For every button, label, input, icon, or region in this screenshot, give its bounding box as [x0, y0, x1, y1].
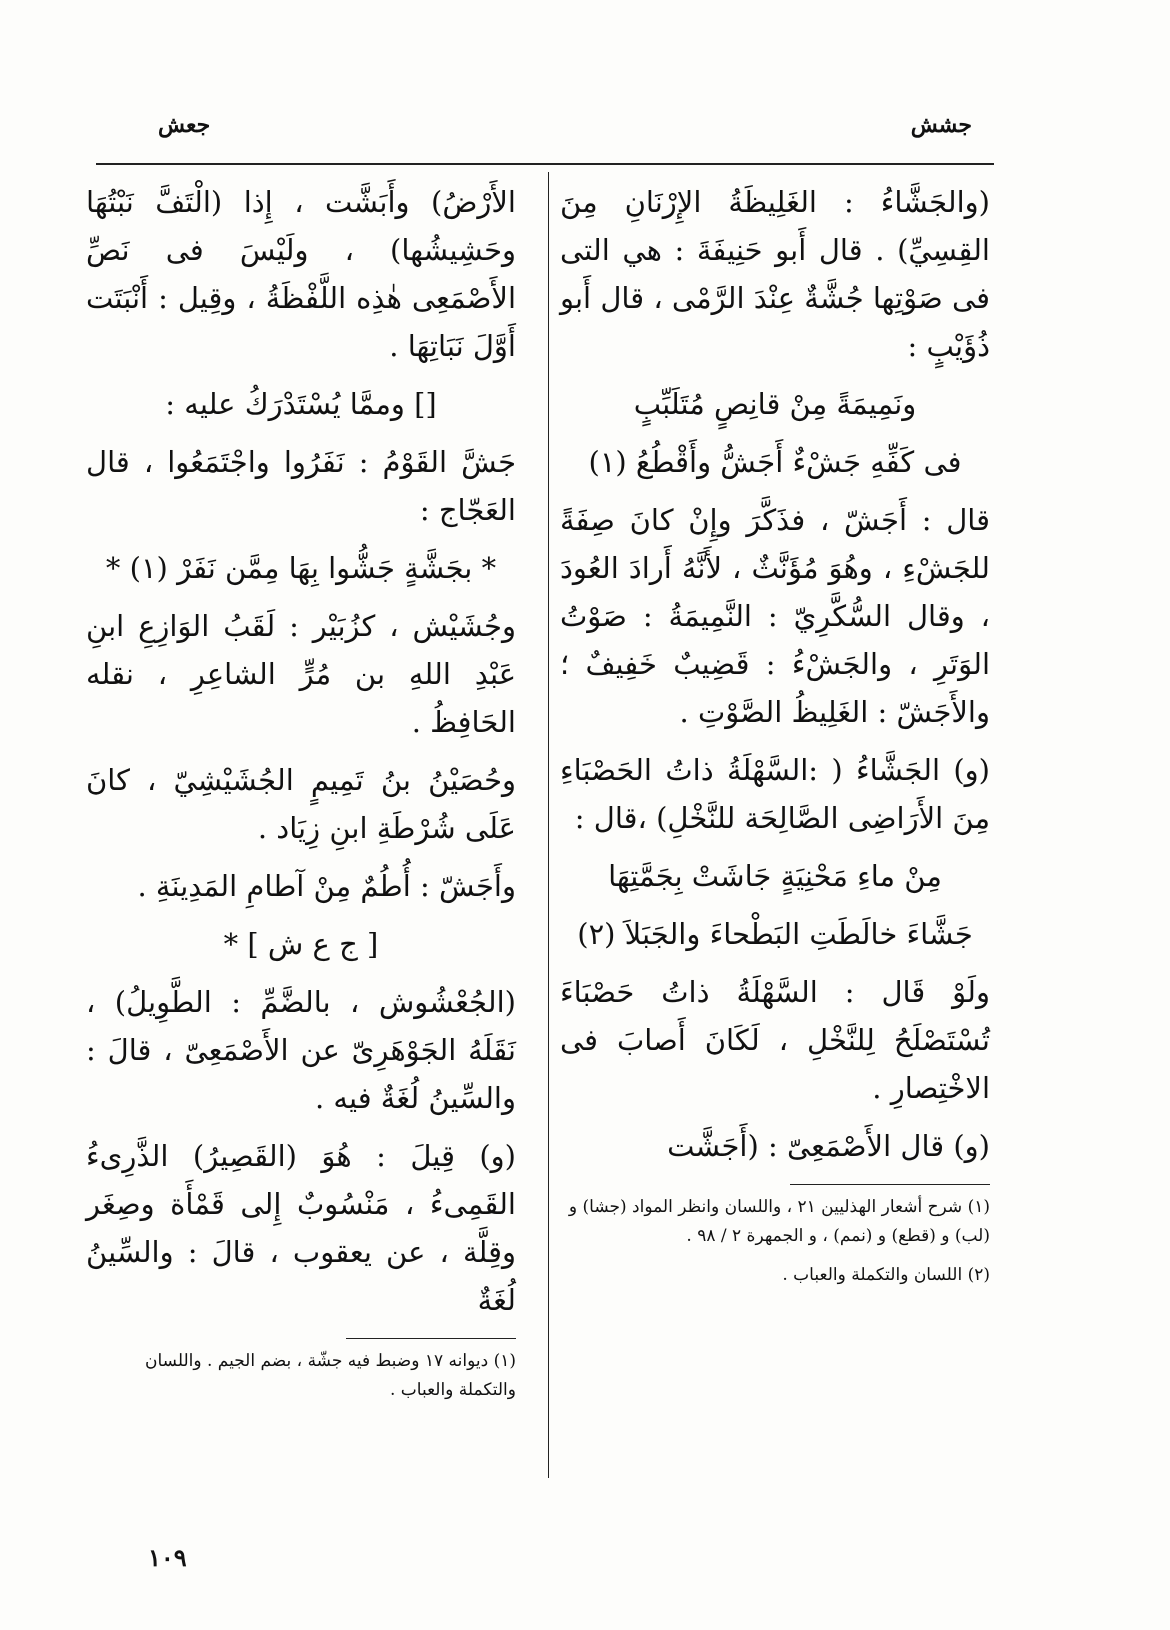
- paragraph: (و) قال الأَصْمَعِىّ : (أَجَشَّت: [667, 1129, 990, 1163]
- paragraph: (و) قِيلَ : هُوَ (القَصِيرُ) الذَّرِىءُ القَمِىءُ ، مَنْسُوبٌ إِلى قَمْأَة وصِغَر وقِلَّة ، عن يعقوب ، قالَ : والسِّينُ لُغَةٌ: [86, 1139, 516, 1317]
- paragraph: وجُشَيْش ، كزُبَيْر : لَقَبُ الوَازِعِ ابنِ عَبْدِ اللهِ بن مُرٍّ الشاعِرِ ، نقله الحَافِظُ .: [86, 609, 516, 739]
- footnote: (١) ديوانه ١٧ وضبط فيه جشّة ، بضم الجيم . واللسان والتكملة والعباب .: [144, 1351, 516, 1400]
- footnote: (٢) اللسان والتكملة والعباب .: [782, 1265, 990, 1285]
- verse-line: مِنْ ماءِ مَحْنِيَةٍ جَاشَتْ بِجَمَّتِهَا: [608, 859, 942, 893]
- verse-line: * بجَشَّةٍ جَشُّوا بِهَا مِمَّن نَفَرْ (١) *: [105, 551, 497, 585]
- paragraph: (والجَشَّاءُ : الغَلِيظَةُ الإِرْنَانِ مِنَ القِسِيِّ) . قال أَبو حَنِيفَةَ : هي التى فى صَوْتِها جُشَّةٌ عِنْدَ الرَّمْى ، قال أَبو ذُؤَيْبٍ :: [560, 185, 990, 363]
- verse-line: فى كَفِّهِ جَشْءٌ أَجَشُّ وأَقْطُعُ (١): [588, 445, 962, 479]
- entry-heading: [ ج ع ش ] *: [223, 927, 379, 961]
- paragraph: وحُصَيْنُ بنُ تَمِيمٍ الجُشَيْشِيّ ، كانَ عَلَى شُرْطَةِ ابنِ زِيَاد .: [86, 763, 516, 845]
- section-note: [] وممَّا يُسْتَدْرَكُ عليه :: [165, 387, 437, 421]
- column-divider: [548, 172, 549, 1478]
- footnote-rule: [790, 1184, 990, 1185]
- paragraph: (الجُعْشُوش ، بالضَّمِّ : الطَّوِيلُ) ، نَقَلَهُ الجَوْهَرِىّ عن الأَصْمَعِىّ ، قالَ : والسِّينُ لُغَةٌ فيه .: [86, 985, 516, 1115]
- paragraph: الأَرْضُ) وأَبَشَّت ، إِذا (الْتَفَّ نَبْتُهَا وحَشِيشُها) ، ولَيْسَ فى نَصِّ الأَصْمَعِى هٰذِه اللَّفْظَةُ ، وقِيل : أَنْبَتَت أَوَّلَ نَبَاتِهَا .: [86, 185, 516, 363]
- page-number: ١٠٩: [148, 1543, 187, 1572]
- footnote: (١) شرح أشعار الهذليين ٢١ ، واللسان وانظر المواد (جشا) و (لب) و (قطع) و (نمم) ، و الجمهرة ٢ / ٩٨ .: [568, 1197, 990, 1246]
- paragraph: وأَجَشّ : أُطُمٌ مِنْ آطامِ المَدِينَةِ .: [137, 869, 516, 903]
- header-right-keyword: جشش: [910, 112, 972, 138]
- verse-line: جَشَّاءَ خالَطَتِ البَطْحاءَ والجَبَلاَ (٢): [577, 917, 973, 951]
- header-rule: [96, 163, 994, 165]
- paragraph: ولَوْ قَال : السَّهْلَةُ ذاتُ حَصْبَاءَ تُسْتَصْلَحُ لِلنَّخْلِ ، لَكَانَ أَصابَ فى الاخْتِصارِ .: [560, 975, 990, 1105]
- verse-line: ونَمِيمَةً مِنْ قانِصٍ مُتَلَبِّبٍ: [633, 387, 917, 421]
- paragraph: (و) الجَشَّاءُ ( :السَّهْلَةُ ذاتُ الحَصْبَاءِ مِنَ الأَرَاضِى الصَّالِحَة للنَّخْلِ) ،قال :: [560, 753, 990, 835]
- header-left-keyword: جعش: [158, 112, 211, 138]
- footnote-rule: [346, 1338, 516, 1339]
- right-column: [560, 178, 990, 1300]
- paragraph: قال : أَجَشّ ، فذَكَّرَ وإِنْ كانَ صِفَةً للجَشْءِ ، وهُوَ مُؤَنَّثٌ ، لأَنَّهُ أَرادَ العُودَ ، وقال السُّكَّرِيّ : النَّمِيمَةُ : صَوْتُ الوَتَرِ ، والجَشْءُ : قَضِيبٌ خَفِيفٌ ؛ والأَجَشّ : الغَلِيظُ الصَّوْتِ .: [560, 503, 990, 729]
- left-column: [86, 178, 516, 1415]
- paragraph: جَشَّ القَوْمُ : نَفَرُوا واجْتَمَعُوا ، قال العَجّاج :: [86, 445, 516, 527]
